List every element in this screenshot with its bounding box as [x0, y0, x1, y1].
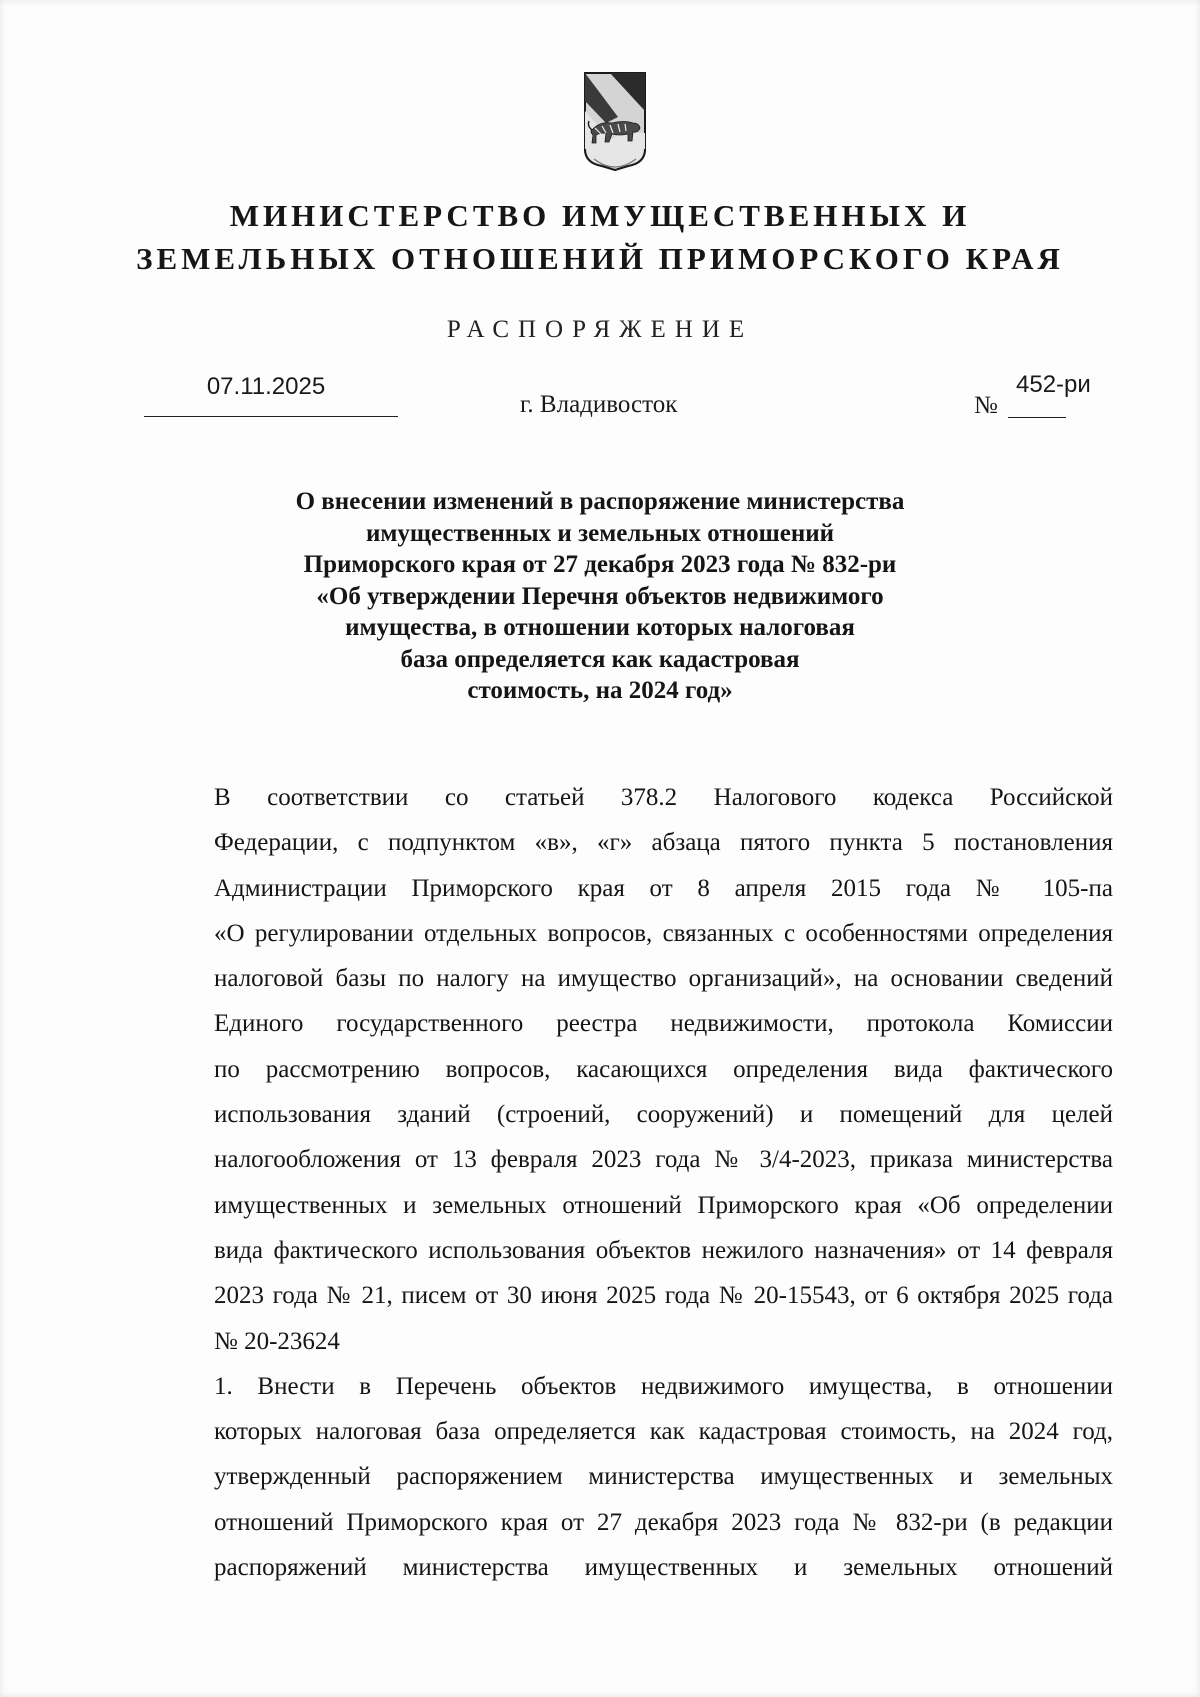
body-paragraph-preamble: [141, 775, 1113, 1364]
document-number-value: 452-ри: [1016, 371, 1091, 398]
subject-line: стоимость, на 2024 год»: [467, 677, 733, 704]
subject-line: имущества, в отношении которых налоговая: [345, 614, 855, 641]
body-line: распоряжений министерства имущественных и земельных отношений: [214, 1554, 1113, 1582]
body-line: утвержденный распоряжением министерства имущественных и земельных: [214, 1463, 1113, 1491]
ministry-title-line-1: МИНИСТЕРСТВО ИМУЩЕСТВЕННЫХ И: [229, 198, 971, 233]
body-line: 1. Внести в Перечень объектов недвижимого имущества, в отношении: [214, 1372, 1113, 1400]
body-line: налогообложения от 13 февраля 2023 года № 3/4-2023, приказа министерства: [214, 1146, 1113, 1174]
body-line: отношений Приморского края от 27 декабря 2023 года № 832-ри (в редакции: [214, 1508, 1113, 1536]
body-line: по рассмотрению вопросов, касающихся определения вида фактического: [214, 1055, 1113, 1083]
subject-line: О внесении изменений в распоряжение министерства: [295, 488, 905, 515]
ministry-title: [0, 194, 1200, 280]
subject-line: база определяется как кадастровая: [400, 645, 800, 673]
body-line: налоговой базы по налогу на имущество организаций», на основании сведений: [214, 965, 1113, 993]
document-number-field: [974, 371, 1094, 421]
body-paragraph-item-1: [141, 1364, 1113, 1590]
city-name: г. Владивосток: [520, 391, 678, 418]
body-line: которых налоговая база определяется как кадастровая стоимость, на 2024 год,: [214, 1418, 1113, 1446]
number-underline: [1008, 417, 1066, 418]
subject-line: «Об утверждении Перечня объектов недвижимого: [316, 582, 884, 610]
date-value: 07.11.2025: [206, 373, 326, 400]
number-sign: №: [974, 392, 998, 419]
body-line: использования зданий (строений, сооружений) и помещений для целей: [214, 1101, 1113, 1129]
body-line: вида фактического использования объектов нежилого назначения» от 14 февраля: [214, 1236, 1113, 1264]
ministry-title-line-2: ЗЕМЕЛЬНЫХ ОТНОШЕНИЙ ПРИМОРСКОГО КРАЯ: [136, 241, 1064, 276]
body-line: В соответствии со статьей 378.2 Налогового кодекса Российской: [214, 784, 1113, 811]
body-line: Единого государственного реестра недвижимости, протокола Комиссии: [214, 1010, 1113, 1038]
body-line: имущественных и земельных отношений Приморского края «Об определении: [214, 1191, 1113, 1219]
body-line: Федерации, с подпунктом «в», «г» абзаца пятого пункта 5 постановления: [214, 829, 1113, 857]
date-underline: [144, 416, 398, 417]
document-type-heading: РАСПОРЯЖЕНИЕ: [446, 316, 754, 343]
body-line: «О регулировании отдельных вопросов, связанных с особенностями определения: [214, 919, 1113, 947]
subject-line: имущественных и земельных отношений: [365, 519, 835, 547]
document-body: [141, 775, 1113, 1590]
body-line: № 20-23624: [214, 1327, 340, 1355]
document-subject: [230, 486, 970, 707]
body-line: Администрации Приморского края от 8 апреля 2015 года № 105-па: [214, 874, 1113, 902]
subject-line: Приморского края от 27 декабря 2023 года № 832-ри: [303, 551, 897, 578]
coat-of-arms-emblem: [582, 71, 648, 178]
date-field: [144, 373, 398, 419]
body-line: 2023 года № 21, писем от 30 июня 2025 года № 20-15543, от 6 октября 2025 года: [214, 1282, 1113, 1310]
